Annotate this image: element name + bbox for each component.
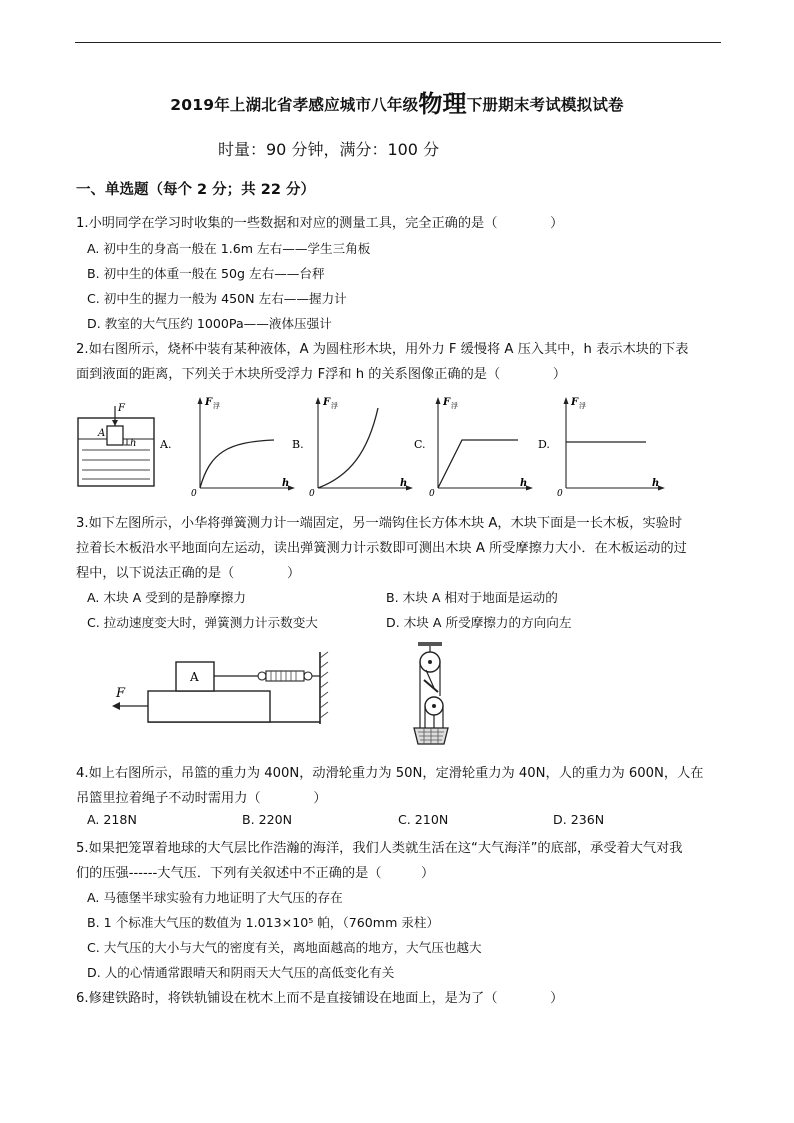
q4-stem-line2: 吊篮里拉着绳子不动时需用力（ ）: [76, 791, 327, 806]
q3-option-a: A. 木块 A 受到的是静摩擦力: [87, 590, 246, 605]
q4-pulley-figure: [404, 640, 456, 752]
fig-label-h: h: [130, 438, 137, 449]
q1-option-d: D. 教室的大气压约 1000Pa——液体压强计: [87, 316, 332, 331]
graph-b-y: F: [323, 397, 331, 408]
q5-stem-line1: 5.如果把笼罩着地球的大气层比作浩瀚的海洋，我们人类就生活在这“大气海洋”的底部，承受着大气对我: [76, 841, 683, 856]
q3-option-d: D. 木块 A 所受摩擦力的方向向左: [386, 615, 572, 630]
graph-b: [292, 397, 413, 498]
graph-d: [538, 397, 665, 498]
fig-block-label: A: [190, 670, 199, 684]
q3-stem-line2: 拉着长木板沿水平地面向左运动，读出弹簧测力计示数即可测出木块 A 所受摩擦力大小．在木板运动的过: [76, 541, 687, 556]
graph-c-y-sub: 浮: [451, 402, 458, 410]
q3-stem-line3: 程中，以下说法正确的是（ ）: [76, 566, 301, 581]
graph-a-origin: 0: [191, 489, 197, 498]
graph-d-origin: 0: [557, 489, 563, 498]
title-suffix: 下册期末考试模拟试卷: [466, 96, 624, 114]
q4-option-d: D. 236N: [553, 812, 605, 827]
graph-b-label: B.: [292, 438, 304, 451]
q2-beaker-figure: [76, 398, 158, 490]
q3-stem-line1: 3.如下左图所示，小华将弹簧测力计一端固定，另一端钩住长方体木块 A，木块下面是一长木板，实验时: [76, 516, 683, 531]
q6-stem: 6.修建铁路时，将铁轨铺设在枕木上而不是直接铺设在地面上，是为了（ ）: [76, 991, 564, 1006]
q5-stem-line2: 们的压强------大气压．下列有关叙述中不正确的是（ ）: [76, 866, 435, 881]
graph-c-origin: 0: [429, 489, 435, 498]
graph-d-y-sub: 浮: [579, 402, 586, 410]
q3-option-c: C. 拉动速度变大时，弹簧测力计示数变大: [87, 615, 318, 630]
graph-b-y-sub: 浮: [331, 402, 338, 410]
graph-c: [414, 397, 533, 498]
graph-a-label: A.: [160, 438, 172, 451]
graph-b-origin: 0: [309, 489, 315, 498]
q1-stem: 1.小明同学在学习时收集的一些数据和对应的测量工具，完全正确的是（ ）: [76, 216, 564, 231]
q4-option-a: A. 218N: [87, 812, 137, 827]
graph-d-label: D.: [538, 438, 550, 451]
header-rule: [75, 42, 721, 43]
graph-c-label: C.: [414, 438, 426, 451]
section-heading: 一、单选题（每个 2 分；共 22 分）: [76, 182, 315, 198]
q5-option-a: A. 马德堡半球实验有力地证明了大气压的存在: [87, 890, 343, 905]
graph-d-y: F: [571, 397, 579, 408]
q5-option-c: C. 大气压的大小与大气的密度有关，离地面越高的地方，大气压也越大: [87, 940, 482, 955]
exam-time-score: 时量：90 分钟，满分：100 分: [218, 140, 440, 159]
graph-b-x: h: [400, 478, 408, 489]
fig-label-F: F: [118, 403, 125, 414]
fig-label-A: A: [98, 428, 106, 439]
graph-a-x: h: [282, 478, 290, 489]
q2-stem-line2: 面到液面的距离，下列关于木块所受浮力 F浮和 h 的关系图像正确的是（ ）: [76, 367, 567, 382]
graph-a-y: F: [205, 397, 213, 408]
fig-force-label: F: [116, 686, 126, 701]
q4-option-b: B. 220N: [242, 812, 293, 827]
title-subject: 物理: [418, 90, 467, 118]
graph-a: [159, 397, 295, 498]
q1-option-c: C. 初中生的握力一般为 450N 左右——握力计: [87, 291, 347, 306]
page-title: [0, 84, 794, 119]
graph-a-y-sub: 浮: [213, 402, 220, 410]
q3-friction-figure: [108, 646, 334, 728]
q4-option-c: C. 210N: [398, 812, 449, 827]
title-prefix: 2019年上湖北省孝感应城市八年级: [170, 96, 419, 114]
graph-c-x: h: [520, 478, 528, 489]
q5-option-d: D. 人的心情通常跟晴天和阴雨天大气压的高低变化有关: [87, 965, 395, 980]
q1-option-a: A. 初中生的身高一般在 1.6m 左右——学生三角板: [87, 241, 371, 256]
graph-d-x: h: [652, 478, 660, 489]
q3-option-b: B. 木块 A 相对于地面是运动的: [386, 590, 558, 605]
q2-stem-line1: 2.如右图所示，烧杯中装有某种液体，A 为圆柱形木块，用外力 F 缓慢将 A 压入其中，h 表示木块的下表: [76, 342, 689, 357]
q4-stem-line1: 4.如上右图所示，吊篮的重力为 400N，动滑轮重力为 50N，定滑轮重力为 40N，人的重力为 600N，人在: [76, 766, 704, 781]
q1-option-b: B. 初中生的体重一般在 50g 左右——台秤: [87, 266, 325, 281]
graph-c-y: F: [443, 397, 451, 408]
q2-graphs: [158, 390, 686, 498]
q5-option-b: B. 1 个标准大气压的数值为 1.013×10⁵ 帕，（760mm 汞柱）: [87, 915, 440, 930]
